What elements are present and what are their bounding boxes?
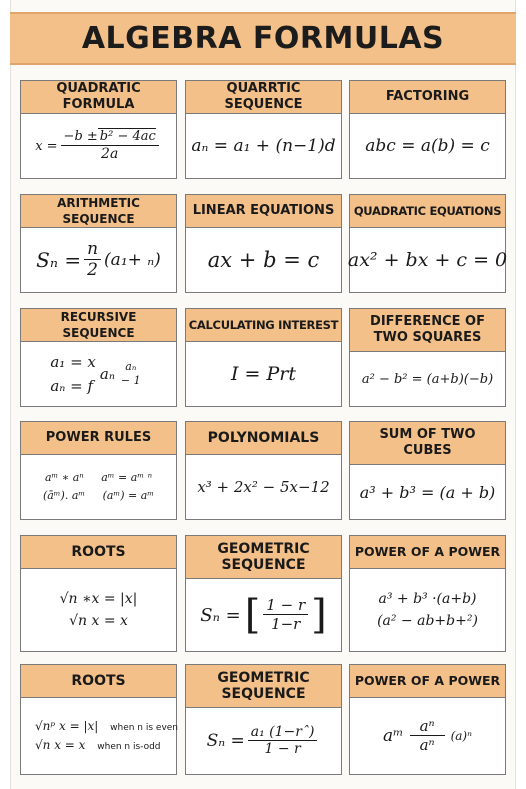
formula-line-2b: (aᵐ) = aᵐ <box>102 489 155 502</box>
card-heading: QUADRATIC FORMULA <box>21 81 176 114</box>
card-heading: CALCULATING INTEREST <box>186 309 341 342</box>
formula-line-2a: (āᵐ). aᵐ <box>42 489 86 502</box>
card-heading: POWER RULES <box>21 422 176 455</box>
card-heading: ARITHMETIC SEQUENCE <box>21 195 176 228</box>
card-heading: FACTORING <box>350 81 505 114</box>
formula-denominator: aⁿ <box>419 736 435 755</box>
card-roots <box>20 535 177 652</box>
formula-line-1b: aᵐ = aᵐ ⁿ <box>101 471 153 485</box>
formula-fraction <box>263 597 308 633</box>
formula-text: aₙ = a₁ + (n−1)d <box>191 136 336 156</box>
card-heading: POWER OF A POWER <box>350 536 505 569</box>
card-sum-of-two-cubes <box>349 421 506 520</box>
card-heading: ROOTS <box>21 536 176 569</box>
card-heading: GEOMETRIC SEQUENCE <box>186 665 341 708</box>
card-heading: SUM OF TWO CUBES <box>350 422 505 465</box>
formula-text: ax + b = c <box>207 248 320 272</box>
formula-numerator: n <box>84 240 101 261</box>
card-arithmetic-sequence <box>20 194 177 293</box>
card-power-rules <box>20 421 177 520</box>
formula-line-1a: aᵐ ∗ aⁿ <box>44 471 84 485</box>
card-roots-2 <box>20 664 177 775</box>
formula-line-1: √nᵖ x = |x| <box>35 718 99 733</box>
card-factoring <box>349 80 506 179</box>
card-heading: DIFFERENCE OF TWO SQUARES <box>350 309 505 352</box>
formula-fraction <box>248 724 318 758</box>
formula-quadratic <box>21 114 176 178</box>
formula-text: abc = a(b) = c <box>365 136 490 156</box>
formula-text: I = Prt <box>230 363 296 385</box>
formula-line-2: √n x = x <box>35 738 86 752</box>
formula-rhs: (a₁+ ₙ) <box>104 250 161 270</box>
formula-note-1: when n is even <box>110 722 179 733</box>
formula-numerator: aⁿ <box>410 718 445 736</box>
formula-lhs: x = <box>35 138 58 154</box>
card-recursive-sequence <box>20 308 177 407</box>
page-title: ALGEBRA FORMULAS <box>10 12 516 65</box>
card-heading: LINEAR EQUATIONS <box>186 195 341 228</box>
card-quadratic-equations <box>349 194 506 293</box>
card-heading: POWER OF A POWER <box>350 665 505 698</box>
formula-radicand: b² − 4ac <box>99 128 156 144</box>
formula-line-1: a³ + b³ ·(a+b) <box>378 590 477 607</box>
card-difference-of-two-squares <box>349 308 506 407</box>
formula-denominator: 2a <box>101 145 119 162</box>
formula-fraction <box>84 240 101 281</box>
formula-lhs: aᵐ <box>383 726 404 746</box>
formula-numerator: −b ± <box>63 128 98 144</box>
card-polynomials <box>185 421 342 520</box>
card-linear-equations <box>185 194 342 293</box>
formula-lhs: Sₙ = <box>36 248 82 272</box>
card-geometric-sequence-2 <box>185 664 342 775</box>
formula-fraction <box>118 361 144 387</box>
left-bracket: [ <box>244 592 261 638</box>
card-quadratic-formula <box>20 80 177 179</box>
card-heading: RECURSIVE SEQUENCE <box>21 309 176 342</box>
formula-numerator: 1 − r <box>263 597 308 615</box>
right-bracket: ] <box>311 592 327 638</box>
formula-numerator: aₙ <box>125 360 137 374</box>
card-heading: QUADRATIC EQUATIONS <box>350 195 505 228</box>
formula-line-1: √n ∗x = |x| <box>59 590 138 607</box>
formula-denominator: − 1 <box>120 373 141 387</box>
card-power-of-a-power-2 <box>349 664 506 775</box>
formula-note-2: when n is-odd <box>97 742 161 752</box>
formula-fraction <box>410 718 445 754</box>
formula-denominator: 1−r <box>271 615 301 634</box>
card-heading: POLYNOMIALS <box>186 422 341 455</box>
card-heading: ROOTS <box>21 665 176 698</box>
formula-line-1: a₁ = x <box>50 353 96 371</box>
formula-text: ax² + bx + c = 0 <box>347 249 508 271</box>
formula-text: x³ + 2x² − 5x−12 <box>197 478 330 496</box>
formula-line-2: aₙ = f <box>50 377 94 395</box>
formula-side: aₙ <box>99 365 115 383</box>
formula-denominator: 1 − r <box>264 741 301 758</box>
card-quarrtic-sequence <box>185 80 342 179</box>
formula-line-2: √n x = x <box>69 613 128 629</box>
formula-lhs: Sₙ = <box>206 731 245 751</box>
formula-numerator: a₁ (1−rˆ) <box>248 724 318 741</box>
card-geometric-sequence <box>185 535 342 652</box>
card-heading: QUARRTIC SEQUENCE <box>186 81 341 114</box>
formula-line-2: (a² − ab+b+²) <box>377 613 478 629</box>
formula-text: a² − b² = (a+b)(−b) <box>361 371 494 387</box>
formula-lhs: Sₙ = <box>200 604 241 626</box>
formula-rhs: (a)ⁿ <box>450 729 472 743</box>
card-power-of-a-power <box>349 535 506 652</box>
formula-text: a³ + b³ = (a + b) <box>359 482 496 502</box>
formula-fraction <box>61 130 159 163</box>
card-heading: GEOMETRIC SEQUENCE <box>186 536 341 579</box>
card-calculating-interest <box>185 308 342 407</box>
formula-denominator: 2 <box>87 260 98 281</box>
